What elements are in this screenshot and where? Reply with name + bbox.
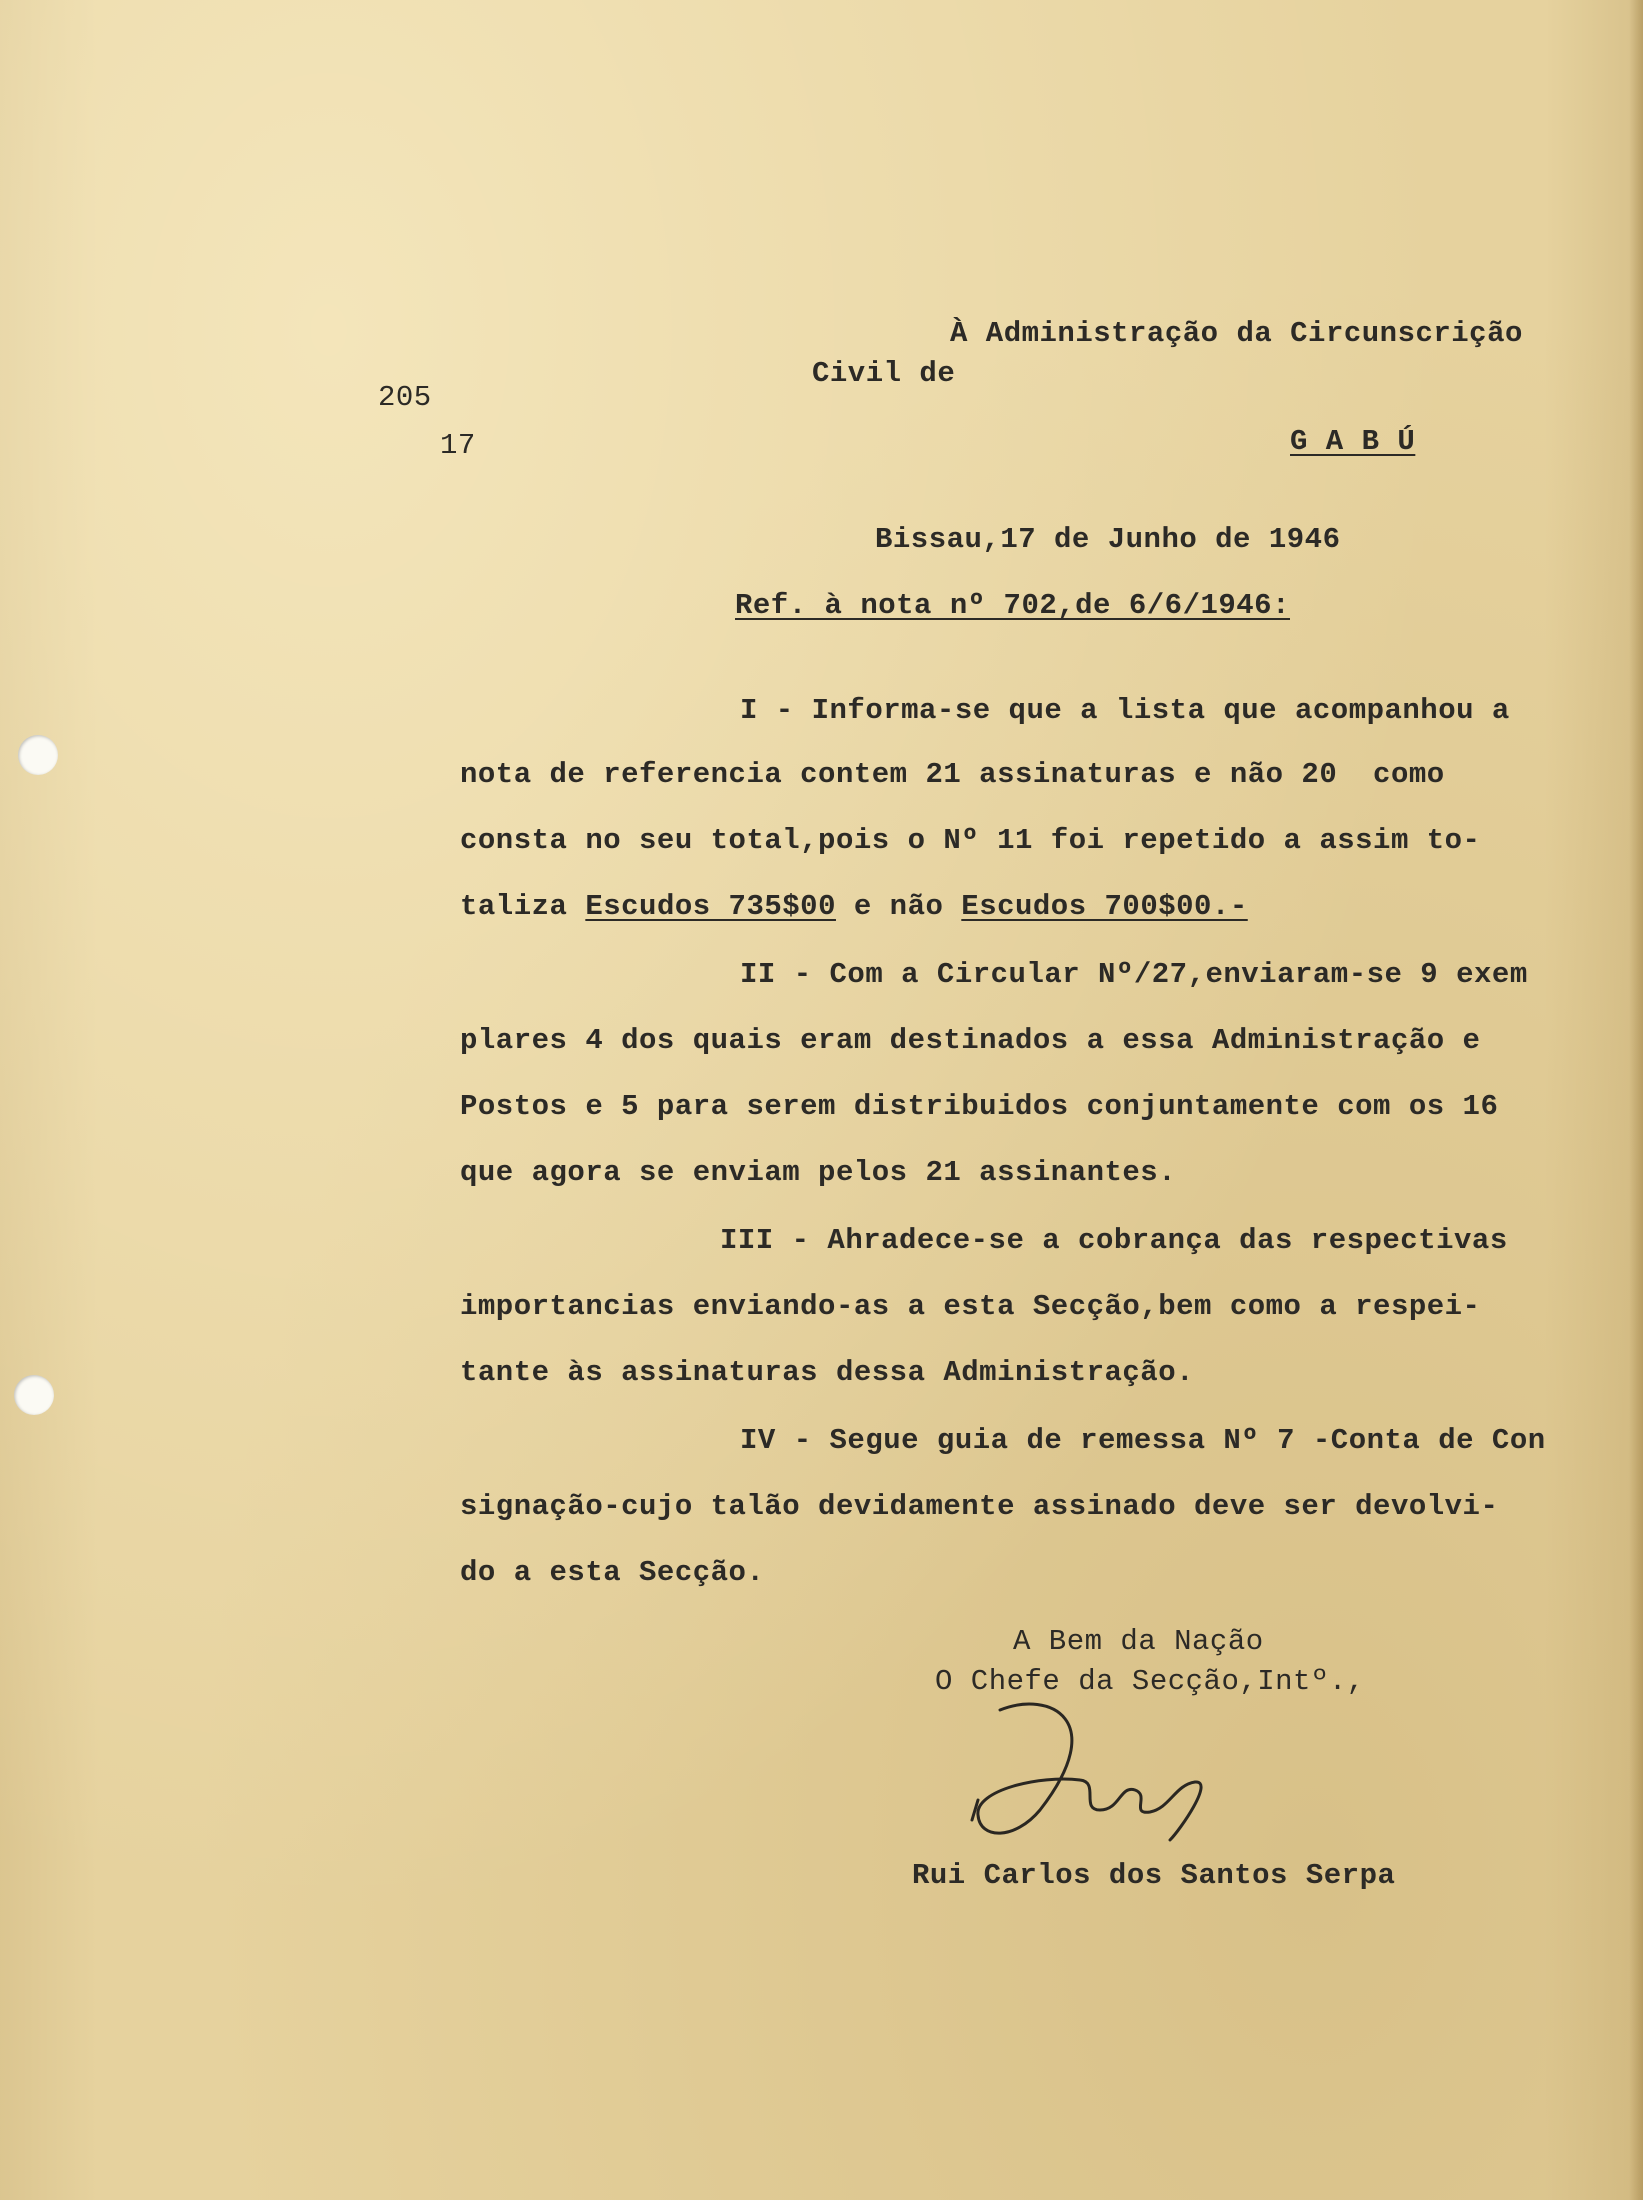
paragraph-2-line-3: Postos e 5 para serem distribuidos conjuntamente com os 16 (460, 1090, 1499, 1123)
ref-number-bottom: 17 (440, 429, 476, 462)
paragraph-2-line-2: plares 4 dos quais eram destinados a essa Administração e (460, 1024, 1481, 1057)
signer-name: Rui Carlos dos Santos Serpa (912, 1859, 1396, 1892)
paragraph-2-line-1: II - Com a Circular Nº/27,enviaram-se 9 exem (740, 958, 1528, 991)
amount-700: Escudos 700$00.- (961, 890, 1248, 923)
ref-number-top: 205 (378, 381, 432, 414)
paragraph-3-line-3: tante às assinaturas dessa Administração. (460, 1356, 1195, 1389)
paragraph-4-line-3: do a esta Secção. (460, 1556, 765, 1589)
paragraph-4-line-1: IV - Segue guia de remessa Nº 7 -Conta de Con (740, 1424, 1546, 1457)
text-segment: e não (835, 890, 962, 923)
address-line-2: Civil de (812, 357, 956, 390)
punch-hole-top (18, 735, 58, 775)
amount-735: Escudos 735$00 (585, 890, 836, 923)
paragraph-2-line-4: que agora se enviam pelos 21 assinantes. (460, 1156, 1177, 1189)
paragraph-1-line-4 (460, 889, 1248, 925)
reference-line: Ref. à nota nº 702,de 6/6/1946: (735, 589, 1290, 622)
recipient-name: G A B Ú (1290, 425, 1416, 458)
address-line-1: À Administração da Circunscrição (950, 317, 1523, 350)
paragraph-1-line-1: I - Informa-se que a lista que acompanhou a (740, 694, 1510, 727)
paragraph-1-line-2: nota de referencia contem 21 assinaturas e não 20 como (460, 758, 1445, 791)
dateline: Bissau,17 de Junho de 1946 (875, 523, 1341, 556)
closing-title: O Chefe da Secção,Intº., (935, 1665, 1365, 1698)
paragraph-4-line-2: signação-cujo talão devidamente assinado deve ser devolvi- (460, 1490, 1499, 1523)
punch-hole-bottom (14, 1375, 54, 1415)
text-segment: taliza (460, 890, 586, 923)
handwritten-signature (960, 1690, 1280, 1870)
closing-salutation: A Bem da Nação (1013, 1625, 1264, 1658)
page-edge-shadow (1629, 0, 1643, 2200)
paragraph-3-line-2: importancias enviando-as a esta Secção,bem como a respei- (460, 1290, 1481, 1323)
paragraph-1-line-3: consta no seu total,pois o Nº 11 foi repetido a assim to- (460, 824, 1481, 857)
paragraph-3-line-1: III - Ahradece-se a cobrança das respectivas (720, 1224, 1508, 1257)
